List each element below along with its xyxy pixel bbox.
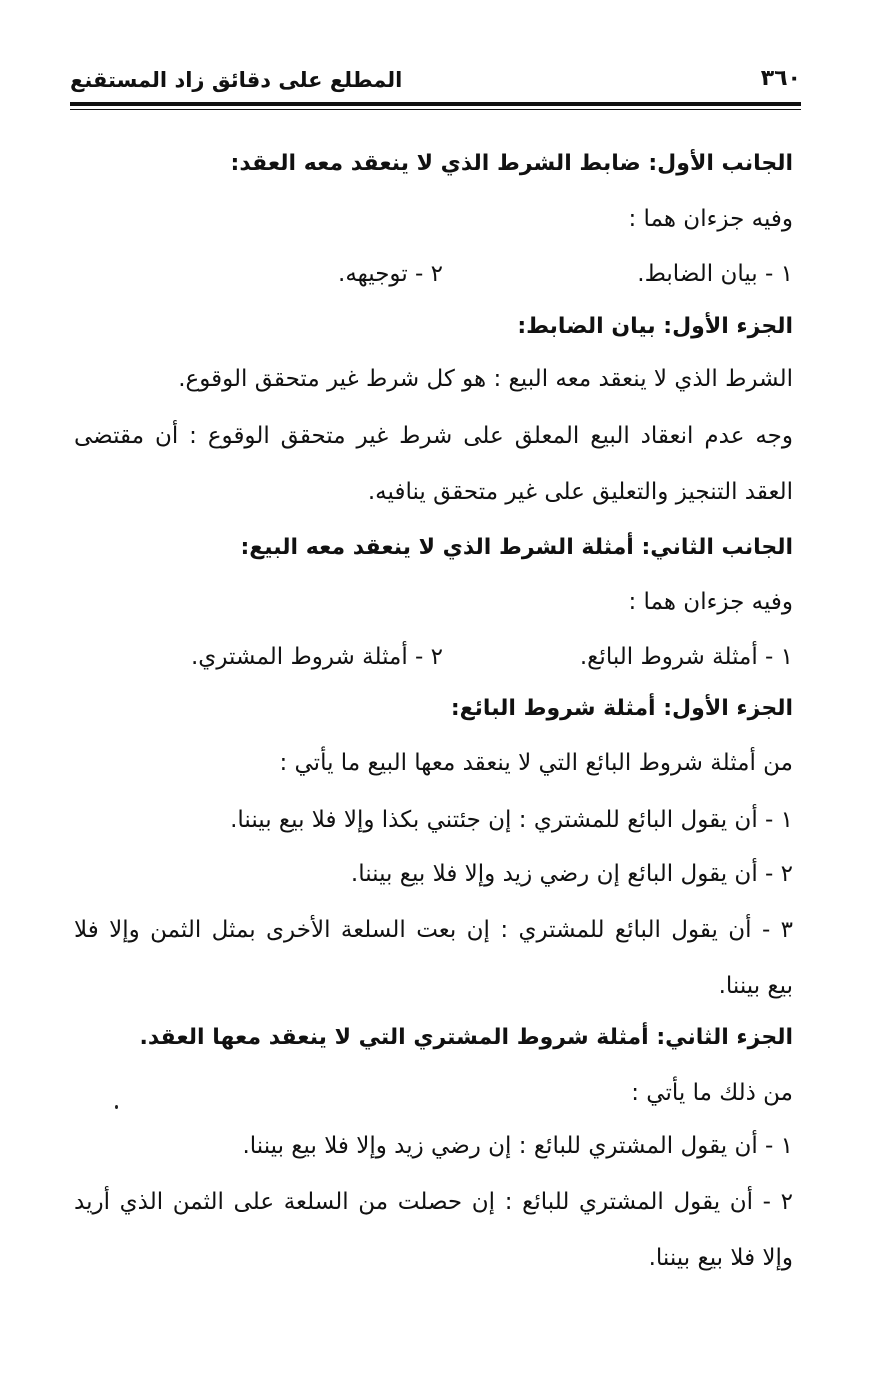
list-item: ١ - أن يقول المشتري للبائع : إن رضي زيد وإلا فلا بيع بيننا. (242, 1133, 793, 1159)
list-item: ٢ - أن يقول البائع إن رضي زيد وإلا فلا بيع بيننا. (350, 861, 793, 887)
header-rule-thick (70, 102, 801, 106)
list-item: ١ - أمثلة شروط البائع. (579, 644, 793, 670)
subsection-heading: الجزء الأول: بيان الضابط: (517, 314, 793, 339)
paragraph-line: وجه عدم انعقاد البيع المعلق على شرط غير متحقق الوقوع : أن مقتضى (74, 423, 793, 449)
list-pair (74, 254, 793, 294)
subsection-heading: الجزء الثاني: أمثلة شروط المشتري التي لا ينعقد معها العقد. (139, 1025, 793, 1050)
list-pair (74, 637, 793, 677)
scan-speck (115, 1105, 118, 1109)
paragraph-line: الشرط الذي لا ينعقد معه البيع : هو كل شرط غير متحقق الوقوع. (178, 366, 793, 392)
list-item: ١ - بيان الضابط. (637, 261, 793, 287)
header-rule-thin (70, 109, 801, 110)
list-item: ٢ - أن يقول المشتري للبائع : إن حصلت من السلعة على الثمن الذي أريد (74, 1189, 793, 1215)
list-item: ٣ - أن يقول البائع للمشتري : إن بعت السلعة الأخرى بمثل الثمن وإلا فلا (74, 917, 793, 943)
page-number: ٣٦٠ (760, 66, 801, 91)
list-item: ٢ - أمثلة شروط المشتري. (191, 644, 443, 670)
list-item: ٢ - توجيهه. (338, 261, 443, 287)
page-header (70, 60, 801, 98)
paragraph-line: وفيه جزءان هما : (628, 206, 793, 232)
paragraph-line: من ذلك ما يأتي : (631, 1080, 793, 1106)
section-heading-2: الجانب الثاني: أمثلة الشرط الذي لا ينعقد معه البيع: (240, 535, 793, 560)
subsection-heading: الجزء الأول: أمثلة شروط البائع: (450, 696, 793, 721)
paragraph-line: من أمثلة شروط البائع التي لا ينعقد معها البيع ما يأتي : (279, 750, 793, 776)
section-heading-1: الجانب الأول: ضابط الشرط الذي لا ينعقد معه العقد: (230, 151, 793, 176)
list-item: ١ - أن يقول البائع للمشتري : إن جئتني بكذا وإلا فلا بيع بيننا. (230, 807, 793, 833)
paragraph-line: بيع بيننا. (718, 973, 793, 999)
paragraph-line: العقد التنجيز والتعليق على غير متحقق ينافيه. (367, 479, 793, 505)
paragraph-line: وإلا فلا بيع بيننا. (648, 1245, 793, 1271)
running-title: المطلع على دقائق زاد المستقنع (70, 68, 403, 92)
paragraph-line: وفيه جزءان هما : (628, 589, 793, 615)
